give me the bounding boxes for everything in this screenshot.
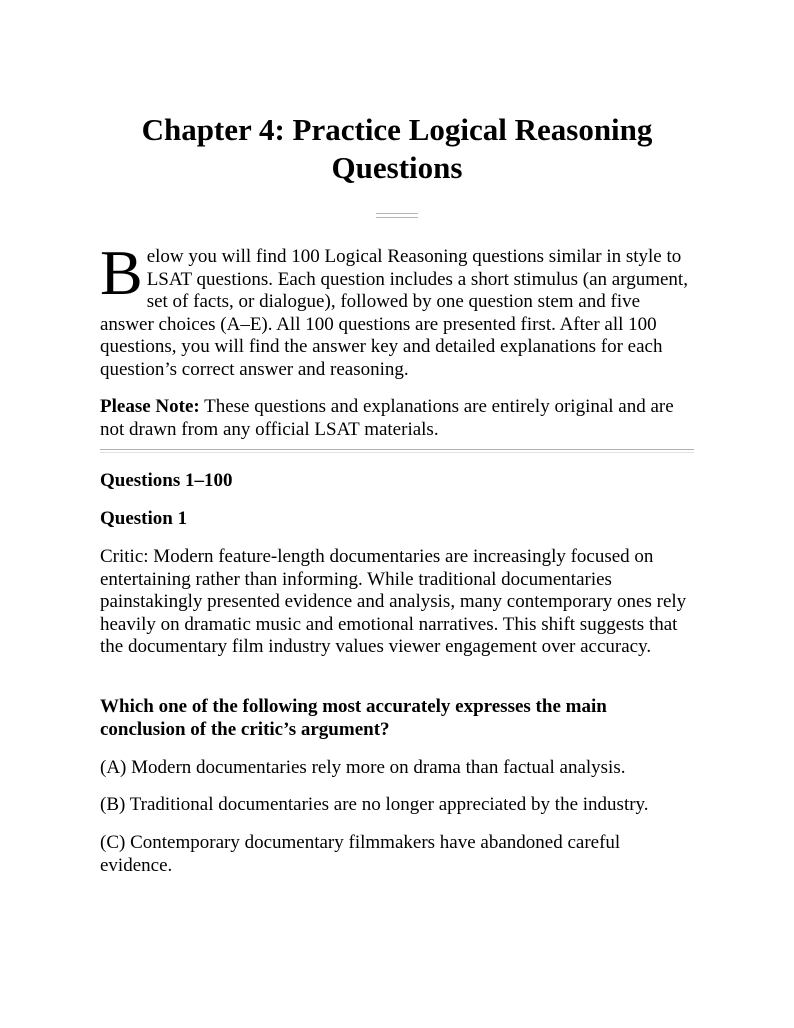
answer-choice-c: (C) Contemporary documentary filmmakers have abandoned careful evidence. — [100, 832, 621, 876]
title-divider — [376, 213, 418, 218]
drop-cap: B — [100, 237, 143, 308]
note-text: These questions and explanations are entirely original and are not drawn from any official LSAT materials. — [100, 396, 674, 440]
section-divider — [100, 449, 694, 453]
intro-text: elow you will find 100 Logical Reasoning questions similar in style to LSAT questions. Each question includes a short stimulus (an argument, set of facts, or dialogue), followed by one question stem and five answer choices (A–E). All 100 questions are presented first. After all 100 questions, you will find the answer key and detailed explanations for each question’s correct answer and reasoning. — [100, 246, 688, 380]
question-1-stem: Which one of the following most accurately expresses the main conclusion of the critic’s argument? — [100, 696, 607, 740]
question-1-stimulus: Critic: Modern feature-length documentaries are increasingly focused on entertaining rather than informing. While traditional documentaries painstakingly presented evidence and analysis, many contemporary ones rely heavily on dramatic music and emotional narratives. This shift suggests that the documentary film industry values viewer engagement over accuracy. — [100, 546, 687, 657]
intro-paragraph — [100, 237, 694, 381]
chapter-title: Chapter 4: Practice Logical Reasoning Questions — [141, 112, 653, 185]
note-paragraph — [100, 396, 694, 441]
questions-section-heading: Questions 1–100 — [100, 470, 233, 491]
answer-choice-a: (A) Modern documentaries rely more on drama than factual analysis. — [100, 757, 626, 778]
question-1-heading: Question 1 — [100, 508, 188, 529]
note-label: Please Note: — [100, 396, 200, 417]
answer-choice-b: (B) Traditional documentaries are no longer appreciated by the industry. — [100, 794, 649, 815]
